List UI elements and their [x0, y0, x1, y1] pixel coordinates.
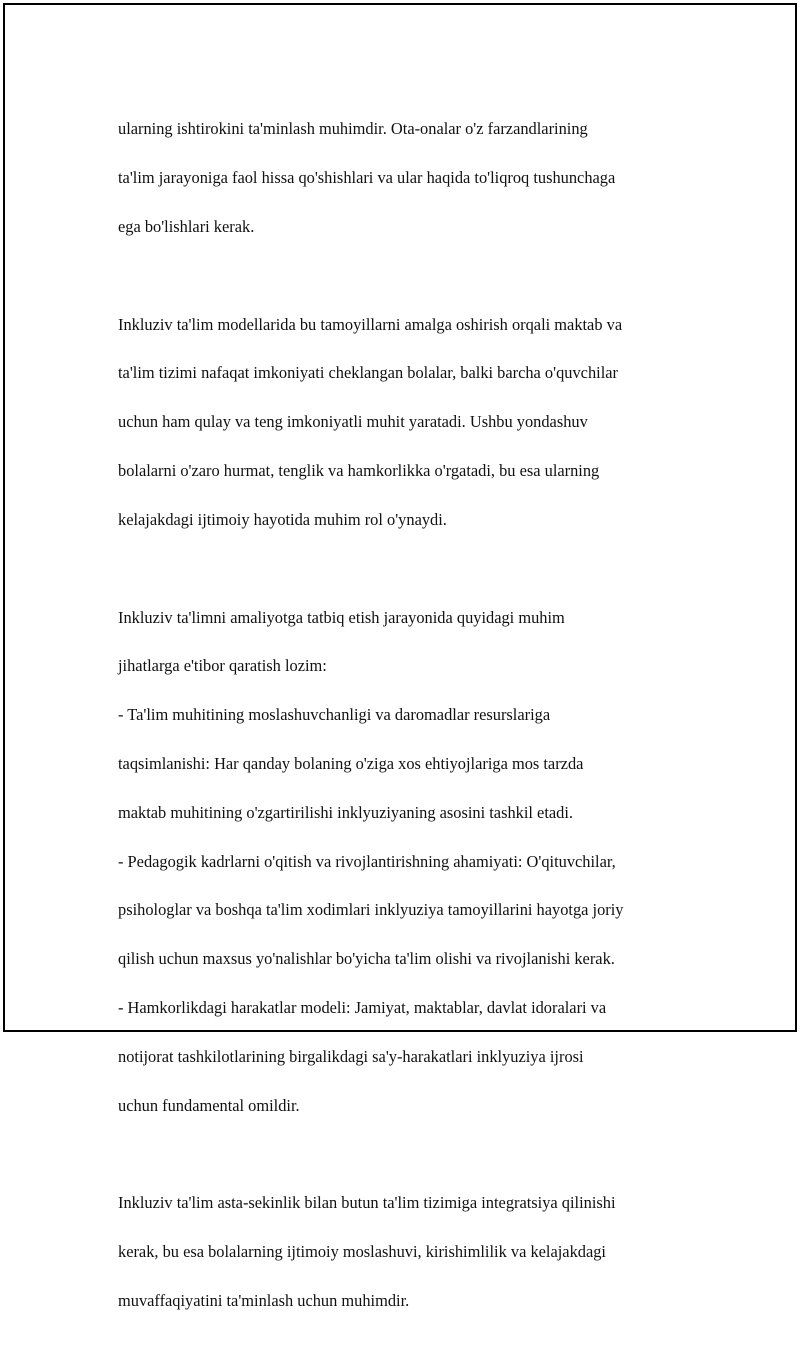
text-line: Inkluziv ta'limni amaliyotga tatbiq etish jarayonida quyidagi muhim — [118, 607, 565, 627]
text-line: bolalarni o'zaro hurmat, tenglik va hamkorlikka o'rgatadi, bu esa ularning — [118, 461, 600, 481]
paragraph-implementation-aspects — [118, 581, 693, 1142]
list-item-line: - Ta'lim muhitining moslashuvchanligi va daromadlar resurslariga — [118, 705, 551, 725]
paragraph-inclusive-models — [118, 288, 693, 556]
list-item-line: - Pedagogik kadrlarni o'qitish va rivojlantirishning ahamiyati: O'qituvchilar, — [118, 851, 616, 871]
text-line: ularning ishtirokini ta'minlash muhimdir. Ota-onalar o'z farzandlarining — [118, 119, 588, 139]
list-item-line: taqsimlanishi: Har qanday bolaning o'ziga xos ehtiyojlariga mos tarzda — [118, 753, 584, 773]
text-line: muvaffaqiyatini ta'minlash uchun muhimdir. — [118, 1290, 410, 1310]
list-item-line: - Hamkorlikdagi harakatlar modeli: Jamiyat, maktablar, davlat idoralari va — [118, 998, 607, 1017]
text-line: uchun ham qulay va teng imkoniyatli muhit yaratadi. Ushbu yondashuv — [118, 412, 588, 432]
list-item-line: uchun fundamental omildir. — [118, 1095, 300, 1115]
list-item-line: qilish uchun maxsus yo'nalishlar bo'yicha ta'lim olishi va rivojlanishi kerak. — [118, 949, 615, 969]
paragraph-parent-involvement — [118, 93, 693, 264]
text-line: kerak, bu esa bolalarning ijtimoiy moslashuvi, kirishimlilik va kelajakdagi — [118, 1242, 606, 1262]
text-line: ta'lim tizimi nafaqat imkoniyati cheklangan bolalar, balki barcha o'quvchilar — [118, 363, 618, 383]
text-line: ta'lim jarayoniga faol hissa qo'shishlari va ular haqida to'liqroq tushunchaga — [118, 168, 616, 188]
list-item-line: maktab muhitining o'zgartirilishi inklyuziyaning asosini tashkil etadi. — [118, 802, 573, 822]
text-line: Inkluziv ta'lim asta-sekinlik bilan butun ta'lim tizimiga integratsiya qilinishi — [118, 1193, 616, 1213]
text-line: jihatlarga e'tibor qaratish lozim: — [118, 656, 327, 676]
paragraph-conclusion — [118, 1167, 693, 1338]
text-line: kelajakdagi ijtimoiy hayotida muhim rol o'ynaydi. — [118, 509, 447, 529]
text-line: ega bo'lishlari kerak. — [118, 217, 255, 237]
text-line: Inkluziv ta'lim modellarida bu tamoyillarni amalga oshirish orqali maktab va — [118, 314, 623, 334]
document-body — [118, 93, 693, 1362]
list-item-line: psihologlar va boshqa ta'lim xodimlari inklyuziya tamoyillarini hayotga joriy — [118, 900, 624, 920]
list-item-line: notijorat tashkilotlarining birgalikdagi sa'y-harakatlari inklyuziya ijrosi — [118, 1046, 584, 1066]
